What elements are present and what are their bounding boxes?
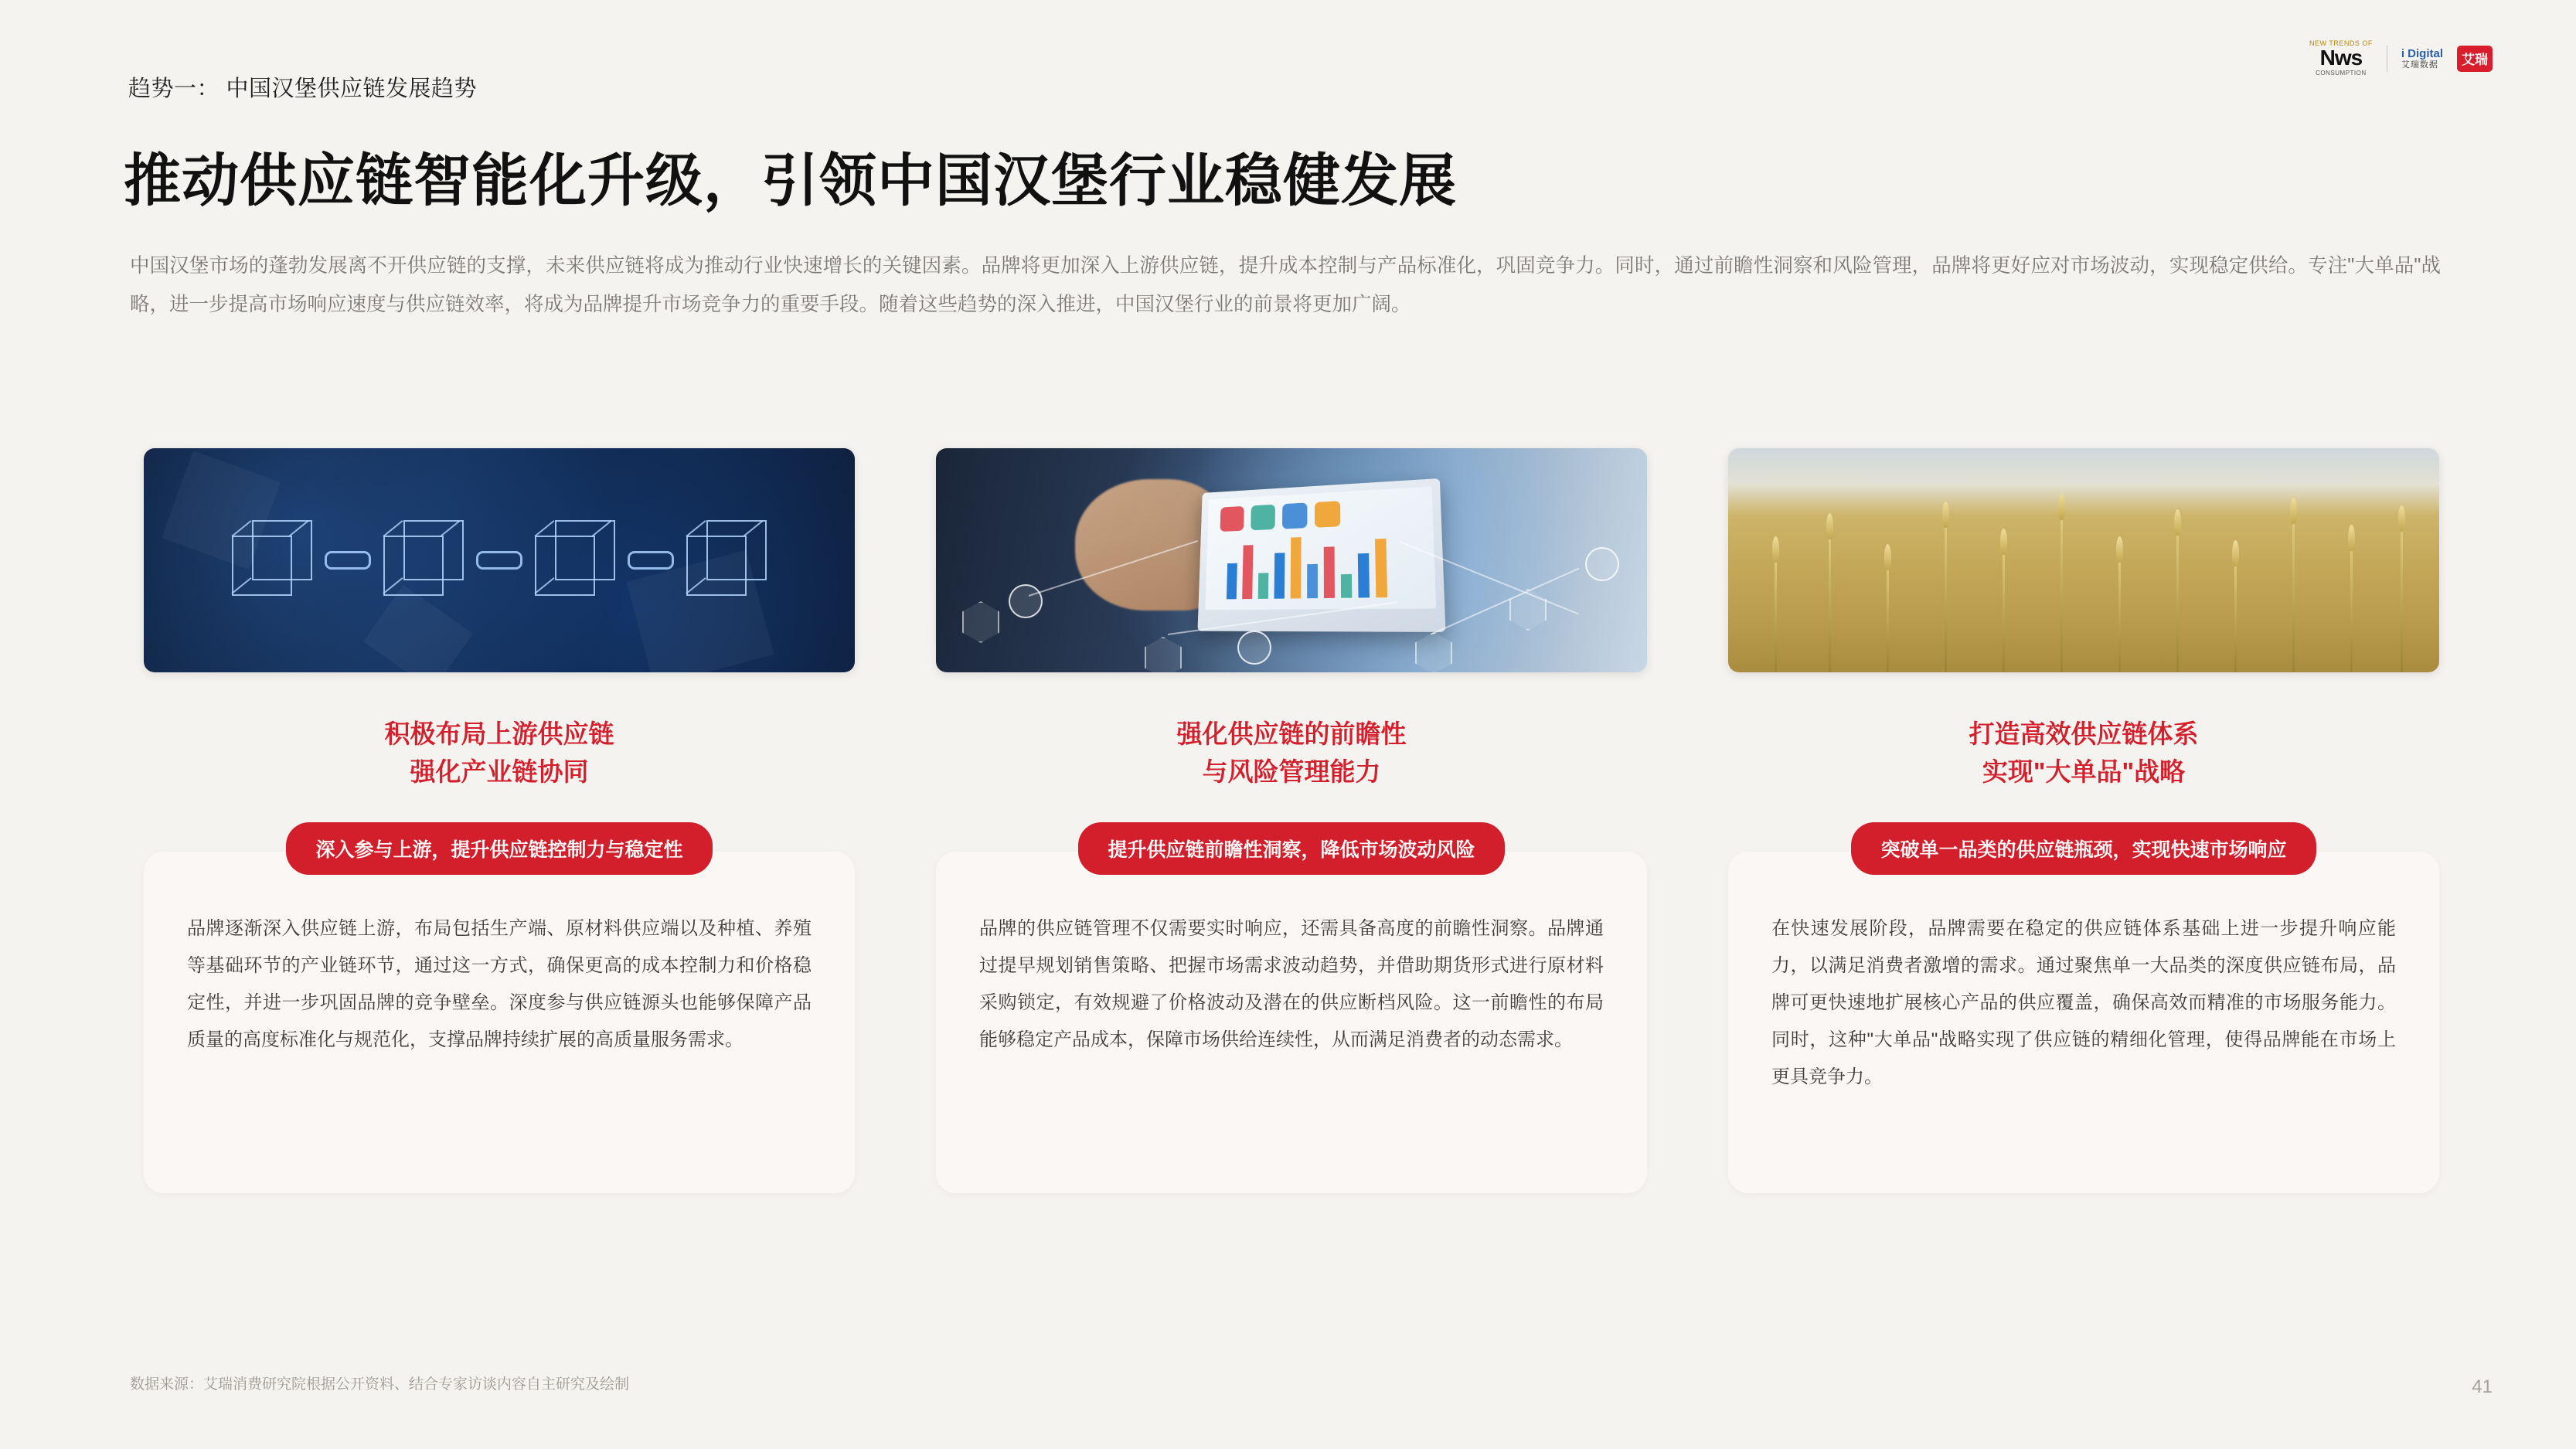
- cube-icon: [686, 520, 767, 600]
- column-3-highlight-pill: 突破单一品类的供应链瓶颈，实现快速市场响应: [1851, 822, 2316, 875]
- news-logo: [2309, 40, 2373, 77]
- column-1-body: 品牌逐渐深入供应链上游，布局包括生产端、原材料供应端以及种植、养殖等基础环节的产业链环节，通过这一方式，确保更高的成本控制力和价格稳定性，并进一步巩固品牌的竞争壁垒。深度参与供应链源头也能够保障产品质量的高度标准化与规范化，支撑品牌持续扩展的高质量服务需求。: [187, 917, 812, 1050]
- column-3-card: [1728, 852, 2439, 1193]
- source-note: 数据来源：艾瑞消费研究院根据公开资料、结合专家访谈内容自主研究及绘制: [130, 1376, 630, 1393]
- column-1-card: [144, 852, 855, 1193]
- idigital-logo-top-text: i Digital: [2401, 46, 2443, 60]
- chain-link-icon: [325, 551, 371, 570]
- columns-container: [144, 448, 2439, 1193]
- cube-icon: [383, 520, 464, 600]
- column-3-title-line2: 实现"大单品"战略: [1982, 757, 2186, 786]
- network-node-icon: [1585, 547, 1619, 581]
- data-analytics-laptop-image: [936, 448, 1647, 672]
- column-1-highlight-pill: 深入参与上游，提升供应链控制力与稳定性: [286, 822, 712, 875]
- column-2: [936, 448, 1647, 1193]
- page-number: 41: [2472, 1376, 2493, 1397]
- network-node-icon: [1009, 584, 1043, 618]
- iresearch-red-logo: 艾瑞: [2457, 46, 2493, 72]
- column-2-highlight-pill: 提升供应链前瞻性洞察，降低市场波动风险: [1078, 822, 1504, 875]
- idigital-logo: [2401, 47, 2443, 70]
- column-3-title: [1728, 716, 2439, 791]
- column-2-title: [936, 716, 1647, 791]
- chain-link-icon: [476, 551, 522, 570]
- column-3-title-line1: 打造高效供应链体系: [1969, 719, 2199, 748]
- network-node-icon: [1237, 631, 1271, 665]
- idigital-logo-bottom-text: 艾瑞数据: [2401, 60, 2438, 70]
- column-2-title-line2: 与风险管理能力: [1202, 757, 1381, 786]
- news-logo-main-text: Nws: [2319, 46, 2363, 70]
- page-title: 推动供应链智能化升级，引领中国汉堡行业稳健发展: [124, 148, 1457, 213]
- column-1: [144, 448, 855, 1193]
- column-3-body: 在快速发展阶段，品牌需要在稳定的供应链体系基础上进一步提升响应能力，以满足消费者激增的需求。通过聚焦单一大品类的深度供应链布局，品牌可更快速地扩展核心产品的供应覆盖，确保高效而精准的市场服务能力。同时，这种"大单品"战略实现了供应链的精细化管理，使得品牌能在市场上更具竞争力。: [1771, 917, 2396, 1087]
- cube-icon: [232, 520, 312, 600]
- column-1-title-line1: 积极布局上游供应链: [384, 719, 614, 748]
- blockchain-supply-chain-image: [144, 448, 855, 672]
- hexagon-icon: [962, 601, 999, 643]
- column-2-body: 品牌的供应链管理不仅需要实时响应，还需具备高度的前瞻性洞察。品牌通过提早规划销售策略、把握市场需求波动趋势，并借助期货形式进行原材料采购锁定，有效规避了价格波动及潜在的供应断档风险。这一前瞻性的布局能够稳定产品成本，保障市场供给连续性，从而满足消费者的动态需求。: [979, 917, 1604, 1050]
- news-logo-top-text: NEW TRENDS OF: [2309, 39, 2373, 47]
- laptop-shape: [1197, 478, 1445, 632]
- section-eyebrow: 趋势一： 中国汉堡供应链发展趋势: [128, 77, 478, 101]
- wheat-field-image: [1728, 448, 2439, 672]
- column-1-title: [144, 716, 855, 791]
- column-1-title-line2: 强化产业链协同: [410, 757, 589, 786]
- news-logo-bottom-text: CONSUMPTION: [2316, 70, 2367, 77]
- column-3: [1728, 448, 2439, 1193]
- hexagon-icon: [1145, 637, 1182, 672]
- column-2-title-line1: 强化供应链的前瞻性: [1176, 719, 1407, 748]
- column-2-card: [936, 852, 1647, 1193]
- cube-icon: [535, 520, 615, 600]
- lede-paragraph: 中国汉堡市场的蓬勃发展离不开供应链的支撑，未来供应链将成为推动行业快速增长的关键因素。品牌将更加深入上游供应链，提升成本控制与产品标准化，巩固竞争力。同时，通过前瞻性洞察和风险管理，品牌将更好应对市场波动，实现稳定供给。专注"大单品"战略，进一步提高市场响应速度与供应链效率，将成为品牌提升市场竞争力的重要手段。随着这些趋势的深入推进，中国汉堡行业的前景将更加广阔。: [130, 255, 2441, 315]
- logo-group: [2309, 40, 2493, 77]
- chain-link-icon: [628, 551, 674, 570]
- hexagon-icon: [1415, 632, 1452, 672]
